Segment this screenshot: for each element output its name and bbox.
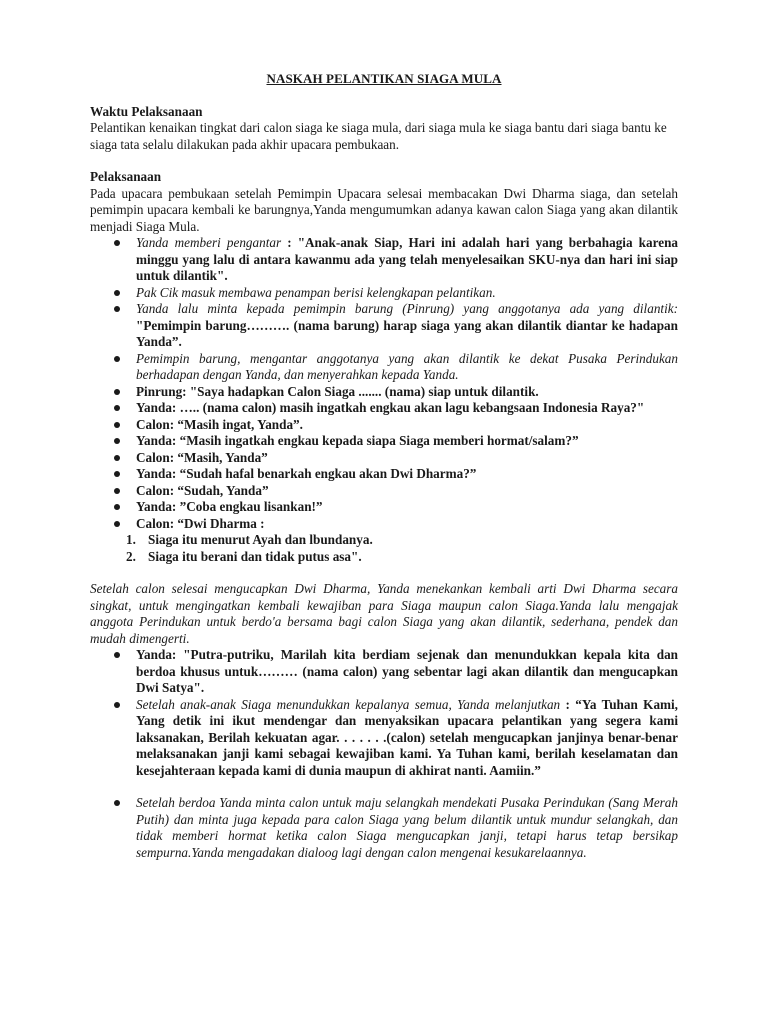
- list-item-italic-text: Pak Cik masuk membawa penampan berisi kelengkapan pelantikan.: [136, 284, 496, 300]
- paragraph-setelah: Setelah calon selesai mengucapkan Dwi Dharma, Yanda menekankan kembali arti Dwi Dharma secara singkat, untuk mengingatkan kembali kewajiban para Siaga maupun calon Siaga.Yanda lalu mengajak anggota Perindukan untuk berdo'a bersama bagi calon Siaga yang akan dilantik, sederhana, pendek dan mudah dimengerti.: [90, 581, 678, 646]
- section-pelaksanaan: [90, 169, 678, 565]
- dwi-dharma-list: [90, 532, 678, 565]
- list-item-bold-text: Pinrung: "Saya hadapkan Calon Siaga ....... (nama) siap untuk dilantik.: [136, 383, 539, 399]
- list-item-bold-text: : “Ya Tuhan Kami, Yang detik ini ikut mendengar dan menyaksikan upacara pelantikan yang segera kami laksanakan, Berilah kekuatan agar. . . . . . .(calon) setelah mengucapkan janjinya benar-benar melaksanakan janji kami sebagai kewajiban kami. Ya Tuhan kami, berilah keselamatan dan kesejahteraan kepada kami di dunia maupun di akhirat nanti. Aamiin.”: [136, 696, 678, 778]
- heading-waktu: Waktu Pelaksanaan: [90, 103, 203, 119]
- list-item: [136, 384, 678, 401]
- section-waktu: [90, 104, 678, 154]
- list-item: [136, 235, 678, 285]
- list-item-bold-text: "Pemimpin barung………. (nama barung) harap siaga yang akan dilantik diantar ke hadapan Yanda”.: [136, 317, 678, 349]
- item-number: 2.: [126, 548, 136, 564]
- final-bullet-list: [90, 795, 678, 861]
- list-item: Setelah berdoa Yanda minta calon untuk maju selangkah mendekati Pusaka Perindukan (Sang Merah Putih) dan minta juga kepada para calon Siaga yang belum dilantik untuk mundur selangkah, dan tidak memberi hormat ketika calon Siaga mengucapkan janji, tetapi harus tetap bersikap sempurna.Yanda mengadakan dialoog lagi dengan calon mengenai kesukarelaannya.: [136, 795, 678, 860]
- list-item: [136, 417, 678, 434]
- paragraph-waktu: Pelantikan kenaikan tingkat dari calon siaga ke siaga mula, dari siaga mula ke siaga bantu dari siaga bantu ke siaga tata selalu dilakukan pada akhir upacara pembukaan.: [90, 120, 667, 152]
- numbered-item: [126, 532, 678, 549]
- list-item: [136, 499, 678, 516]
- list-item-bold-text: : "Anak-anak Siap, Hari ini adalah hari yang berbahagia karena minggu yang lalu di antara kawanmu ada yang telah menyelesaikan SKU-nya dan hari ini siap untuk dilantik".: [136, 235, 678, 283]
- list-item-bold-text: Calon: “Masih, Yanda”: [136, 449, 268, 465]
- list-item-italic-text: Yanda lalu minta kepada pemimpin barung (Pinrung) yang anggotanya ada yang dilantik:: [136, 301, 678, 316]
- list-item-bold-text: Yanda: "Putra-putriku, Marilah kita berdiam sejenak dan menundukkan kepala kita dan berdoa khusus untuk……… (nama calon) yang sebentar lagi akan dilantik dan mengucapkan Dwi Satya".: [136, 647, 678, 695]
- list-item-bold-text: Calon: “Sudah, Yanda”: [136, 482, 269, 498]
- list-item: [136, 697, 678, 780]
- list-item: [136, 301, 678, 351]
- list-item: [136, 483, 678, 500]
- list-item: [136, 351, 678, 384]
- numbered-item: [126, 548, 678, 566]
- list-item-italic-text: Yanda memberi pengantar: [136, 235, 282, 250]
- list-item: [136, 285, 678, 302]
- paragraph-pelaksanaan-intro: Pada upacara pembukaan setelah Pemimpin Upacara selesai membacakan Dwi Dharma siaga, dan setelah pemimpin upacara kembali ke barungnya,Yanda mengumumkan adanya kawan calon Siaga yang akan dilantik menjadi Siaga Mula.: [90, 185, 678, 234]
- list-item: [136, 400, 678, 417]
- list-item: [136, 647, 678, 697]
- list-item-bold-text: Calon: “Masih ingat, Yanda”.: [136, 416, 303, 432]
- list-item-italic-text: Setelah anak-anak Siaga menundukkan kepalanya semua, Yanda melanjutkan: [136, 696, 561, 712]
- item-text: Siaga itu berani dan tidak putus asa".: [148, 548, 362, 564]
- list-item: [136, 450, 678, 467]
- setelah-bullet-list: [90, 647, 678, 779]
- list-item-bold-text: Yanda: “Masih ingatkah engkau kepada siapa Siaga memberi hormat/salam?”: [136, 433, 579, 448]
- list-item-bold-text: Yanda: ”Coba engkau lisankan!”: [136, 499, 323, 514]
- document-title: NASKAH PELANTIKAN SIAGA MULA: [266, 71, 502, 86]
- item-number: 1.: [126, 532, 136, 547]
- heading-pelaksanaan: Pelaksanaan: [90, 169, 162, 184]
- list-item-bold-text: Calon: “Dwi Dharma :: [136, 515, 265, 531]
- section-setelah: [90, 581, 678, 861]
- list-item: [136, 516, 678, 533]
- pelaksanaan-bullet-list: [90, 235, 678, 532]
- list-item-bold-text: Yanda: ….. (nama calon) masih ingatkah engkau akan lagu kebangsaan Indonesia Raya?": [136, 400, 645, 415]
- list-item-bold-text: Yanda: “Sudah hafal benarkah engkau akan Dwi Dharma?”: [136, 466, 477, 481]
- list-item: [136, 466, 678, 483]
- list-item: [136, 433, 678, 450]
- item-text: Siaga itu menurut Ayah dan lbundanya.: [148, 532, 373, 547]
- list-item-italic-text: Pemimpin barung, mengantar anggotanya yang akan dilantik ke dekat Pusaka Perindukan berhadapan dengan Yanda, dan menyerahkan kepada Yanda.: [136, 350, 678, 382]
